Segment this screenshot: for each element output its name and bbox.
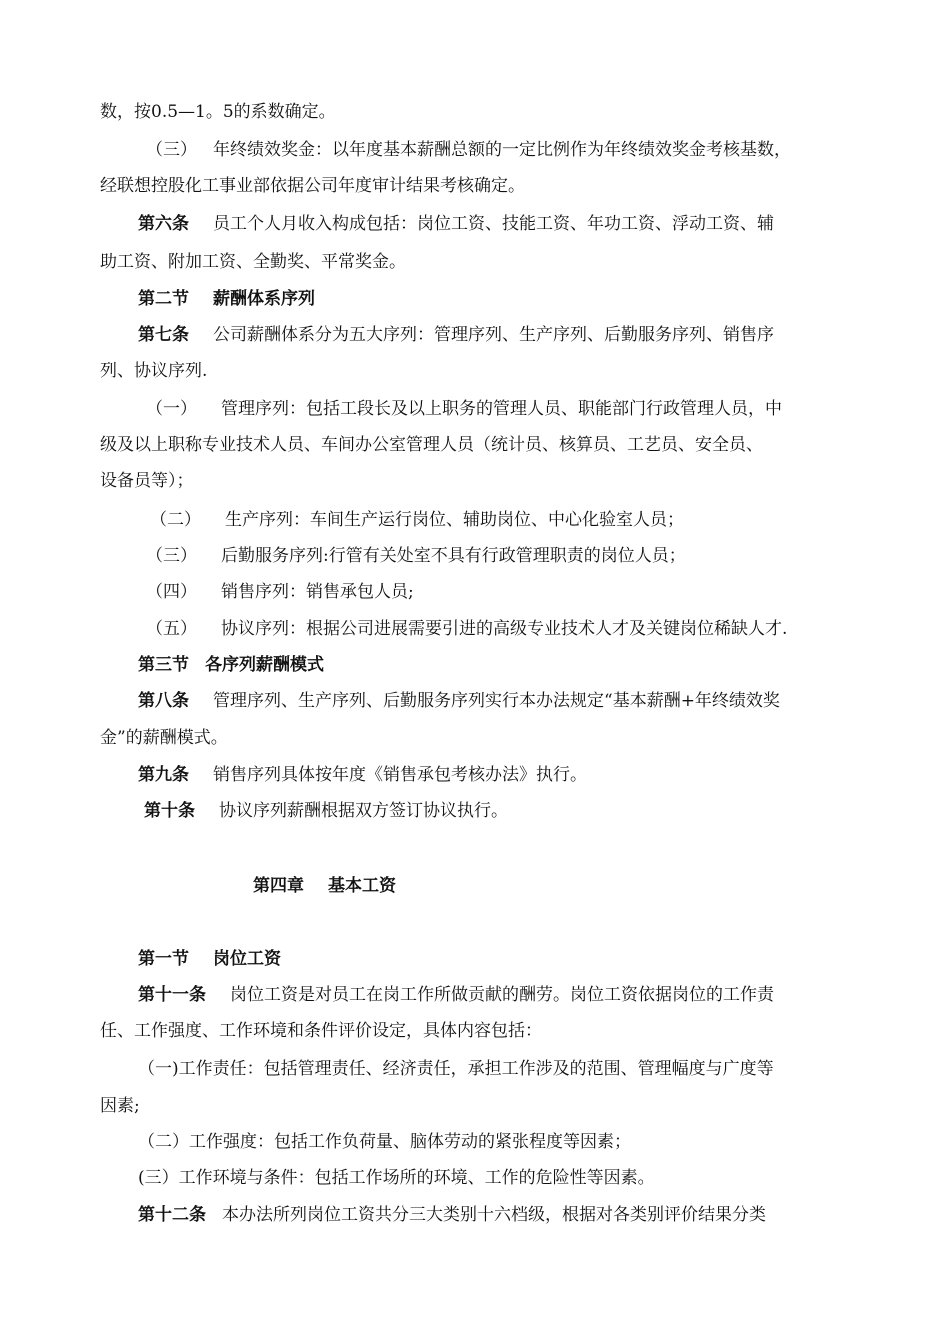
- article-label: 第十二条: [138, 1205, 206, 1225]
- article-label: 第六条: [138, 214, 189, 234]
- article-text: 任、工作强度、工作环境和条件评价设定，具体内容包括：: [100, 1021, 542, 1041]
- section-label: 第三节: [138, 655, 189, 675]
- series-item-1-cont2: [100, 469, 860, 493]
- series-item-5: [146, 617, 906, 641]
- article-text: 管理序列、生产序列、后勤服务序列实行本办法规定“基本薪酬+年终绩效奖: [213, 691, 780, 711]
- article-label: 第八条: [138, 691, 189, 711]
- item-number: （三）: [146, 546, 197, 566]
- article-label: 第七条: [138, 325, 189, 345]
- section-title: 各序列薪酬模式: [205, 655, 324, 675]
- article-label: 第十一条: [138, 985, 206, 1005]
- factor-item-1: [138, 1057, 898, 1081]
- chapter-title: 基本工资: [328, 876, 396, 896]
- item-text: 年终绩效奖金：以年度基本薪酬总额的一定比例作为年终绩效奖金考核基数，: [213, 140, 791, 160]
- article-text: 销售序列具体按年度《销售承包考核办法》执行。: [213, 765, 587, 785]
- item-text: 协议序列：根据公司进展需要引进的高级专业技术人才及关键岗位稀缺人才.: [221, 619, 788, 639]
- section-title: 薪酬体系序列: [213, 289, 315, 309]
- article-7-cont: [100, 359, 860, 383]
- paragraph-continuation: [100, 100, 860, 124]
- section-label: 第二节: [138, 289, 189, 309]
- item-text: 设备员等）；: [100, 471, 194, 491]
- item-year-end-bonus: [146, 138, 906, 162]
- article-7: [138, 323, 898, 347]
- article-text: 列、协议序列.: [100, 361, 208, 381]
- item-text: （二）工作强度：包括工作负荷量、脑体劳动的紧张程度等因素；: [138, 1132, 631, 1152]
- item-text: 级及以上职称专业技术人员、车间办公室管理人员（统计员、核算员、工艺员、安全员、: [100, 435, 763, 455]
- article-6-cont: [100, 250, 860, 274]
- article-9: [138, 763, 898, 787]
- factor-item-3: [138, 1166, 898, 1190]
- series-item-1: [146, 397, 906, 421]
- item-number: （二）: [150, 510, 201, 530]
- factor-item-1-cont: [100, 1094, 860, 1118]
- section-title: 岗位工资: [213, 949, 281, 969]
- item-text: 经联想控股化工事业部依据公司年度审计结果考核确定。: [100, 176, 525, 196]
- article-text: 助工资、附加工资、全勤奖、平常奖金。: [100, 252, 406, 272]
- item-number: （五）: [146, 619, 197, 639]
- article-8-cont: [100, 726, 860, 750]
- article-6: [138, 212, 898, 236]
- article-12: [138, 1203, 898, 1227]
- item-year-end-bonus-cont: [100, 174, 860, 198]
- section-heading-1: [138, 947, 898, 971]
- article-8: [138, 689, 898, 713]
- paragraph-text: 数，按0.5—1。5的系数确定。: [100, 102, 336, 122]
- article-text: 员工个人月收入构成包括：岗位工资、技能工资、年功工资、浮动工资、辅: [213, 214, 774, 234]
- item-text: (三）工作环境与条件：包括工作场所的环境、工作的危险性等因素。: [138, 1168, 655, 1188]
- article-label: 第九条: [138, 765, 189, 785]
- item-text: 生产序列：车间生产运行岗位、辅助岗位、中心化验室人员；: [225, 510, 684, 530]
- article-label: 第十条: [144, 801, 195, 821]
- article-text: 协议序列薪酬根据双方签订协议执行。: [219, 801, 508, 821]
- article-text: 岗位工资是对员工在岗工作所做贡献的酬劳。岗位工资依据岗位的工作责: [230, 985, 774, 1005]
- item-text: 销售序列：销售承包人员;: [221, 582, 414, 602]
- chapter-heading: [253, 874, 950, 898]
- article-11-cont: [100, 1019, 860, 1043]
- section-heading-2: [138, 287, 898, 311]
- item-text: 后勤服务序列:行管有关处室不具有行政管理职责的岗位人员；: [221, 546, 686, 566]
- item-number: （一）: [146, 399, 197, 419]
- article-11: [138, 983, 898, 1007]
- item-number: （四）: [146, 582, 197, 602]
- series-item-2: [150, 508, 910, 532]
- item-text: 管理序列：包括工段长及以上职务的管理人员、职能部门行政管理人员，中: [221, 399, 782, 419]
- chapter-label: 第四章: [253, 876, 304, 896]
- series-item-1-cont: [100, 433, 860, 457]
- article-text: 公司薪酬体系分为五大序列：管理序列、生产序列、后勤服务序列、销售序: [213, 325, 774, 345]
- article-text: 本办法所列岗位工资共分三大类别十六档级，根据对各类别评价结果分类: [222, 1205, 766, 1225]
- series-item-3: [146, 544, 906, 568]
- series-item-4: [146, 580, 906, 604]
- section-heading-3: [138, 653, 898, 677]
- item-text: 因素;: [100, 1096, 140, 1116]
- article-10: [144, 799, 904, 823]
- article-text: 金”的薪酬模式。: [100, 728, 228, 748]
- factor-item-2: [138, 1130, 898, 1154]
- item-number: （三）: [146, 140, 197, 160]
- item-text: （一)工作责任：包括管理责任、经济责任，承担工作涉及的范围、管理幅度与广度等: [138, 1059, 774, 1079]
- section-label: 第一节: [138, 949, 189, 969]
